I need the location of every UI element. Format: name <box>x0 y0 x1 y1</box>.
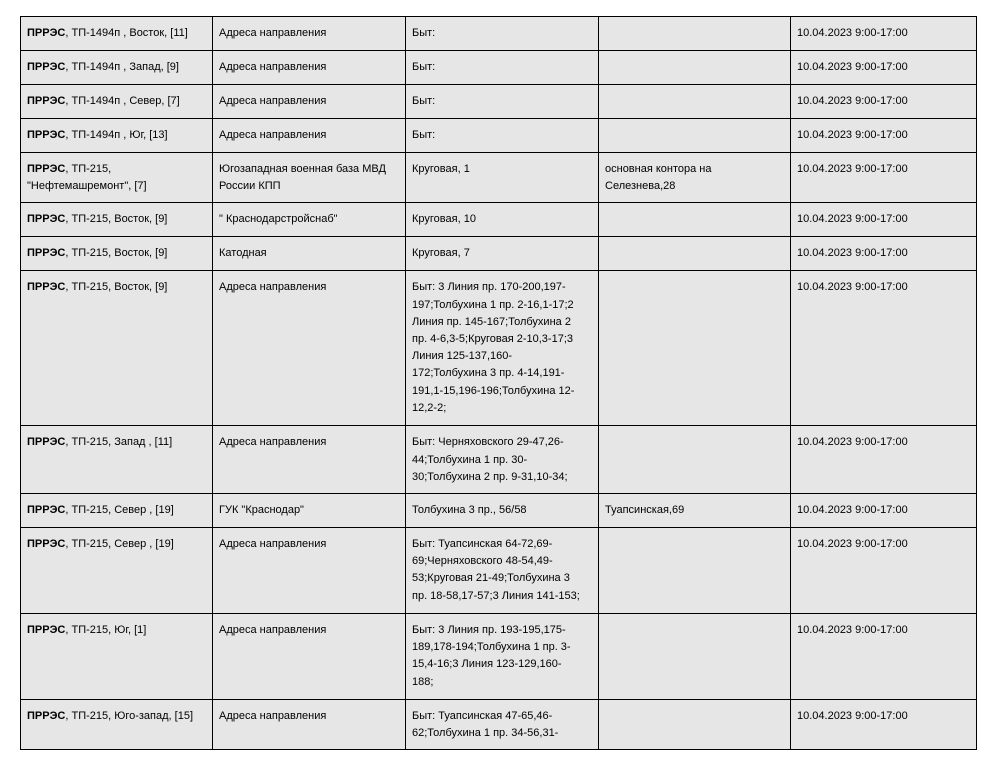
note-cell: основная контора на Селезнева,28 <box>599 153 791 203</box>
table-row <box>21 528 977 614</box>
consumer-cell: " Краснодарстройснаб" <box>213 203 406 237</box>
network-object-cell <box>21 528 213 614</box>
note-cell <box>599 700 791 750</box>
org-name: ПРРЭС <box>27 95 66 107</box>
object-name: , ТП-215, Юго-запад, [15] <box>65 710 194 723</box>
network-object-cell <box>21 271 213 426</box>
note-cell <box>599 85 791 119</box>
org-name: ПРРЭС <box>27 213 66 226</box>
table-row <box>21 17 977 51</box>
org-name: ПРРЭС <box>27 247 66 260</box>
note-cell <box>599 528 791 614</box>
table-row <box>21 119 977 153</box>
address-cell: Быт: <box>406 51 599 85</box>
org-name: ПРРЭС <box>27 163 66 175</box>
note-cell <box>599 203 791 237</box>
outage-time-cell: 10.04.2023 9:00-17:00 <box>791 271 977 426</box>
consumer-cell: Адреса направления <box>213 426 406 494</box>
org-name: ПРРЭС <box>27 624 66 637</box>
org-name: ПРРЭС <box>27 710 66 723</box>
note-cell <box>599 614 791 700</box>
note-cell <box>599 51 791 85</box>
address-cell: Толбухина 3 пр., 56/58 <box>406 494 599 528</box>
network-object-cell <box>21 426 213 494</box>
object-name: , ТП-1494п , Запад, [9] <box>65 61 179 73</box>
outage-time-cell: 10.04.2023 9:00-17:00 <box>791 203 977 237</box>
org-name: ПРРЭС <box>27 504 66 517</box>
table-row <box>21 614 977 700</box>
object-name: , ТП-215, Восток, [9] <box>65 247 168 260</box>
address-cell: Быт: <box>406 85 599 119</box>
object-name: , ТП-215, "Нефтемашремонт", [7] <box>27 163 147 193</box>
consumer-cell: Адреса направления <box>213 17 406 51</box>
network-object-cell <box>21 700 213 750</box>
network-object-cell <box>21 51 213 85</box>
note-cell <box>599 17 791 51</box>
object-name: , ТП-215, Север , [19] <box>65 538 174 551</box>
object-name: , ТП-215, Юг, [1] <box>65 624 147 637</box>
table-row <box>21 203 977 237</box>
consumer-cell: Адреса направления <box>213 700 406 750</box>
consumer-cell: Адреса направления <box>213 119 406 153</box>
network-object-cell <box>21 237 213 271</box>
outage-table <box>20 16 977 750</box>
address-cell: Быт: Черняховского 29-47,26- 44;Толбухина 1 пр. 30- 30;Толбухина 2 пр. 9-31,10-34; <box>406 426 599 494</box>
table-row <box>21 153 977 203</box>
network-object-cell <box>21 153 213 203</box>
note-cell <box>599 271 791 426</box>
table-row <box>21 426 977 494</box>
note-cell <box>599 426 791 494</box>
network-object-cell <box>21 203 213 237</box>
org-name: ПРРЭС <box>27 281 66 294</box>
network-object-cell <box>21 494 213 528</box>
address-cell: Быт: Туапсинская 47-65,46- 62;Толбухина 1 пр. 34-56,31- <box>406 700 599 750</box>
network-object-cell <box>21 85 213 119</box>
table-row <box>21 700 977 750</box>
consumer-cell: Адреса направления <box>213 271 406 426</box>
network-object-cell <box>21 17 213 51</box>
note-cell <box>599 119 791 153</box>
object-name: , ТП-1494п , Север, [7] <box>65 95 180 107</box>
outage-time-cell: 10.04.2023 9:00-17:00 <box>791 494 977 528</box>
org-name: ПРРЭС <box>27 129 66 141</box>
org-name: ПРРЭС <box>27 61 66 73</box>
consumer-cell: Югозападная военная база МВД России КПП <box>213 153 406 203</box>
object-name: , ТП-215, Запад , [11] <box>65 436 173 449</box>
table-row <box>21 237 977 271</box>
outage-time-cell: 10.04.2023 9:00-17:00 <box>791 528 977 614</box>
network-object-cell <box>21 614 213 700</box>
address-cell: Круговая, 1 <box>406 153 599 203</box>
table-row <box>21 271 977 426</box>
org-name: ПРРЭС <box>27 436 66 449</box>
outage-time-cell: 10.04.2023 9:00-17:00 <box>791 700 977 750</box>
consumer-cell: Адреса направления <box>213 51 406 85</box>
note-cell <box>599 237 791 271</box>
note-cell: Туапсинская,69 <box>599 494 791 528</box>
consumer-cell: Адреса направления <box>213 85 406 119</box>
outage-time-cell: 10.04.2023 9:00-17:00 <box>791 119 977 153</box>
outage-time-cell: 10.04.2023 9:00-17:00 <box>791 17 977 51</box>
org-name: ПРРЭС <box>27 538 66 551</box>
address-cell: Быт: Туапсинская 64-72,69- 69;Черняховского 48-54,49- 53;Круговая 21-49;Толбухина 3 пр. 18-58,17-57;3 Линия 141-153; <box>406 528 599 614</box>
consumer-cell: Катодная <box>213 237 406 271</box>
outage-time-cell: 10.04.2023 9:00-17:00 <box>791 85 977 119</box>
table-row <box>21 494 977 528</box>
org-name: ПРРЭС <box>27 27 66 39</box>
object-name: , ТП-215, Восток, [9] <box>65 281 168 294</box>
object-name: , ТП-215, Север , [19] <box>65 504 174 517</box>
address-cell: Быт: <box>406 17 599 51</box>
object-name: , ТП-1494п , Юг, [13] <box>65 129 168 141</box>
network-object-cell <box>21 119 213 153</box>
table-row <box>21 51 977 85</box>
address-cell: Быт: <box>406 119 599 153</box>
table-row <box>21 85 977 119</box>
outage-time-cell: 10.04.2023 9:00-17:00 <box>791 237 977 271</box>
consumer-cell: Адреса направления <box>213 528 406 614</box>
address-cell: Круговая, 10 <box>406 203 599 237</box>
address-cell: Быт: 3 Линия пр. 193-195,175- 189,178-194;Толбухина 1 пр. 3- 15,4-16;3 Линия 123-129,160- 188; <box>406 614 599 700</box>
outage-time-cell: 10.04.2023 9:00-17:00 <box>791 153 977 203</box>
consumer-cell: Адреса направления <box>213 614 406 700</box>
outage-time-cell: 10.04.2023 9:00-17:00 <box>791 51 977 85</box>
outage-time-cell: 10.04.2023 9:00-17:00 <box>791 614 977 700</box>
consumer-cell: ГУК "Краснодар" <box>213 494 406 528</box>
object-name: , ТП-215, Восток, [9] <box>65 213 168 226</box>
address-cell: Круговая, 7 <box>406 237 599 271</box>
outage-time-cell: 10.04.2023 9:00-17:00 <box>791 426 977 494</box>
address-cell: Быт: 3 Линия пр. 170-200,197- 197;Толбухина 1 пр. 2-16,1-17;2 Линия пр. 145-167;Толбухина 2 пр. 4-6,3-5;Круговая 2-10,3-17;3 Линия 125-137,160- 172;Толбухина 3 пр. 4-14,191- 191,1-15,196-196;Толбухина 12- 12,2-2; <box>406 271 599 426</box>
object-name: , ТП-1494п , Восток, [11] <box>65 27 188 39</box>
